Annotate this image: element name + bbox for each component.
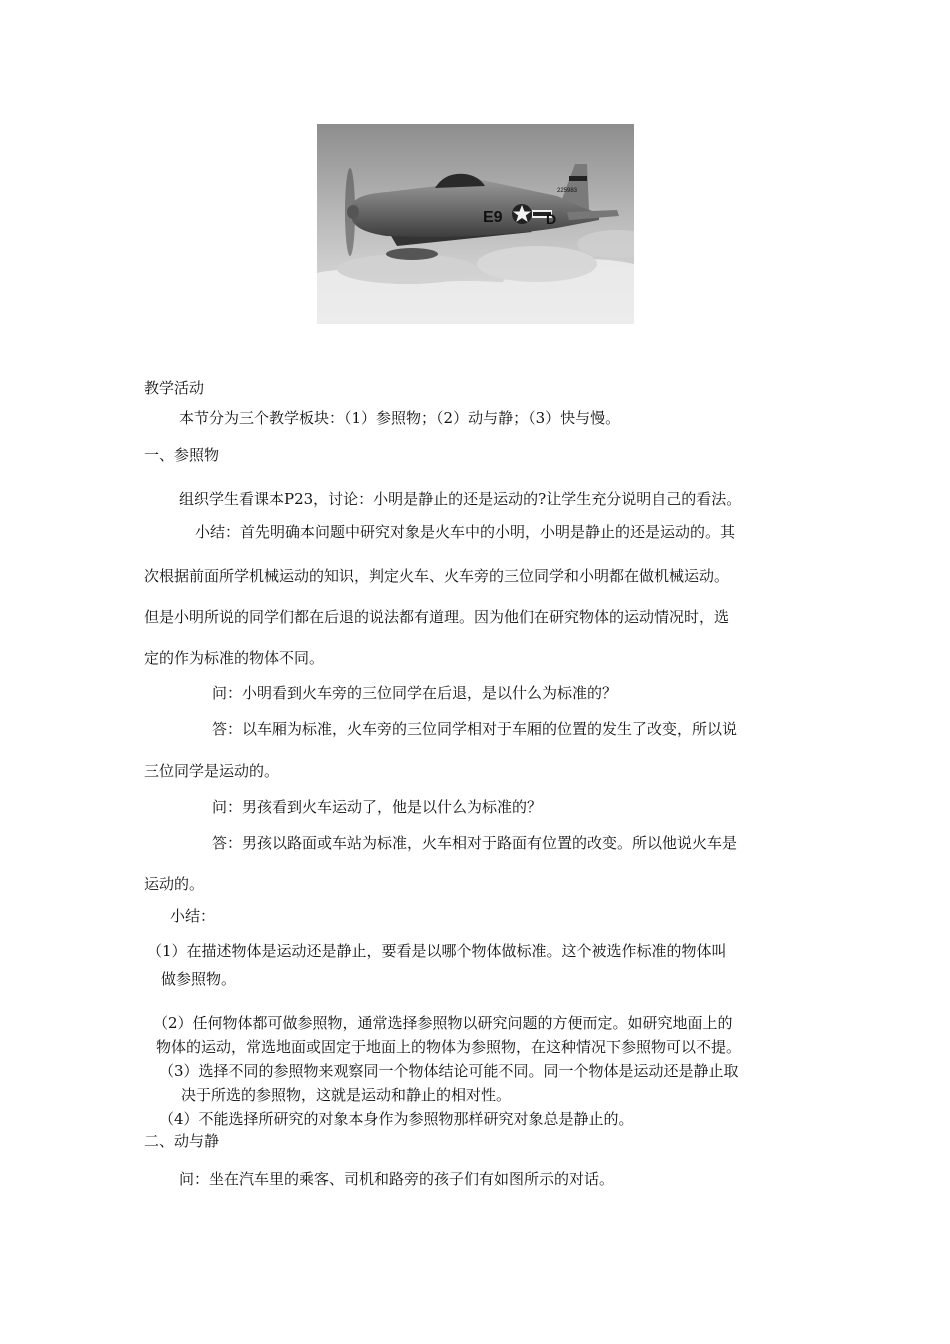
point-3-line-2: 决于所选的参照物，这就是运动和静止的相对性。 [181, 1086, 512, 1104]
point-4: （4）不能选择所研究的对象本身作为参照物那样研究对象总是静止的。 [159, 1110, 634, 1128]
heading-teaching-activity: 教学活动 [144, 379, 205, 397]
fuselage-code: E9 [483, 209, 503, 226]
point-3-line-1: （3）选择不同的参照物来观察同一个物体结论可能不同。同一个物体是运动还是静止取 [159, 1062, 739, 1080]
section-1-paragraph: 组织学生看课本P23，讨论：小明是静止的还是运动的?让学生充分说明自己的看法。 [179, 490, 742, 508]
airplane-photo [317, 124, 634, 324]
answer-2-line-1: 答：男孩以路面或车站为标准，火车相对于路面有位置的改变。所以他说火车是 [212, 834, 738, 852]
intro-paragraph: 本节分为三个教学板块：（1）参照物；（2）动与静；（3）快与慢。 [179, 409, 621, 427]
question-2: 问：男孩看到火车运动了，他是以什么为标准的？ [212, 798, 543, 816]
answer-1-line-1: 答：以车厢为标准，火车旁的三位同学相对于车厢的位置的发生了改变，所以说 [212, 720, 738, 738]
section-1-title: 一、参照物 [144, 446, 220, 464]
section-2-title: 二、动与静 [144, 1132, 220, 1150]
question-1: 问：小明看到火车旁的三位同学在后退，是以什么为标准的？ [212, 684, 618, 702]
summary-line-3: 但是小明所说的同学们都在后退的说法都有道理。因为他们在研究物体的运动情况时，选 [144, 608, 730, 626]
point-1-line-2: 做参照物。 [161, 970, 237, 988]
tail-number: 225983 [557, 188, 578, 194]
fuselage-letter: D [546, 211, 557, 227]
summary-line-4: 定的作为标准的物体不同。 [144, 649, 325, 667]
summary-line-1: 小结：首先明确本问题中研究对象是火车中的小明，小明是静止的还是运动的。其 [195, 523, 736, 541]
answer-2-line-2: 运动的。 [144, 875, 205, 893]
section-2-question: 问：坐在汽车里的乘客、司机和路旁的孩子们有如图所示的对话。 [179, 1170, 615, 1188]
summary-2-label: 小结： [170, 907, 216, 925]
point-1-line-1: （1）在描述物体是运动还是静止，要看是以哪个物体做标准。这个被选作标准的物体叫 [147, 942, 727, 960]
point-2-line-1: （2）任何物体都可做参照物，通常选择参照物以研究问题的方便而定。如研究地面上的 [153, 1014, 733, 1032]
answer-1-line-2: 三位同学是运动的。 [144, 762, 280, 780]
point-2-line-2: 物体的运动，常选地面或固定于地面上的物体为参照物，在这种情况下参照物可以不提。 [156, 1038, 742, 1056]
summary-line-2: 次根据前面所学机械运动的知识，判定火车、火车旁的三位同学和小明都在做机械运动。 [144, 567, 730, 585]
